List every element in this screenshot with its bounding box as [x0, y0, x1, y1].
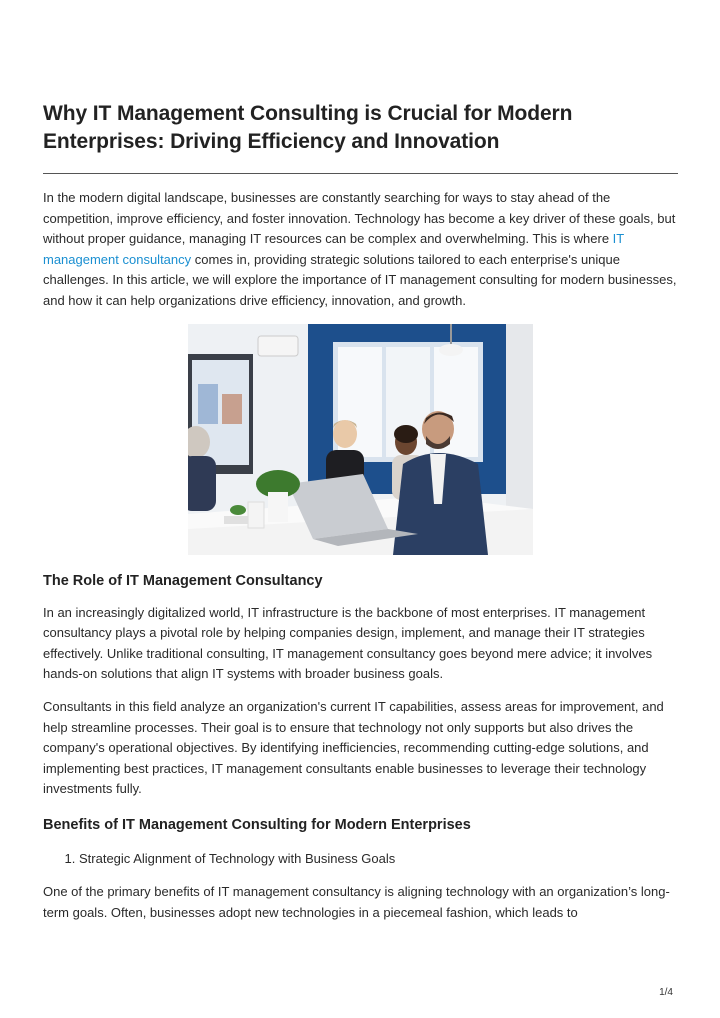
intro-text-before: In the modern digital landscape, businesses are constantly searching for ways to stay ahead of the competition, improve efficiency, and foster innovation. Technology has become a key driver of these goals, but without proper guidance, managing IT resources can be complex and overwhelming. This is where — [43, 190, 676, 247]
section-heading-benefits: Benefits of IT Management Consulting for Modern Enterprises — [43, 816, 471, 833]
document-page — [43, 100, 678, 923]
title-divider — [43, 173, 678, 174]
list-item: 1. Strategic Alignment of Technology with Business Goals — [79, 849, 678, 869]
intro-paragraph — [43, 188, 678, 312]
office-meeting-photo — [188, 324, 533, 555]
benefits-paragraph-1: One of the primary benefits of IT management consultancy is aligning technology with an organization’s long-term goals. Often, businesses adopt new technologies in a piecemeal fashion, which leads to — [43, 883, 670, 920]
role-paragraph-1: In an increasingly digitalized world, IT infrastructure is the backbone of most enterprises. IT management consultancy plays a pivotal role by helping companies design, implement, and manage their IT strategies effectively. Unlike traditional consulting, IT management consultancy goes beyond mere advice; it involves hands-on solutions that align IT systems with broader business goals. — [43, 604, 653, 682]
role-paragraph-2: Consultants in this field analyze an organization's current IT capabilities, assess areas for improvement, and help streamline processes. Their goal is to ensure that technology not only supports but also drives the company's operational objectives. By identifying inefficiencies, recommending cutting-edge solutions, and implementing best practices, IT management consultants enable businesses to leverage their technology investments fully. — [43, 698, 664, 797]
section-heading-role: The Role of IT Management Consultancy — [43, 572, 323, 589]
intro-text-after: comes in, providing strategic solutions tailored to each enterprise's unique challenges. In this article, we will explore the importance of IT management consulting for modern businesses, and how it can help organizations drive efficiency, innovation, and growth. — [43, 251, 677, 308]
it-management-consultancy-link[interactable]: IT management consultancy — [43, 231, 624, 267]
page-number: 1/4 — [659, 987, 673, 998]
article-title: Why IT Management Consulting is Crucial for Modern Enterprises: Driving Efficiency and Innovation — [43, 102, 573, 153]
benefits-list — [43, 849, 678, 869]
